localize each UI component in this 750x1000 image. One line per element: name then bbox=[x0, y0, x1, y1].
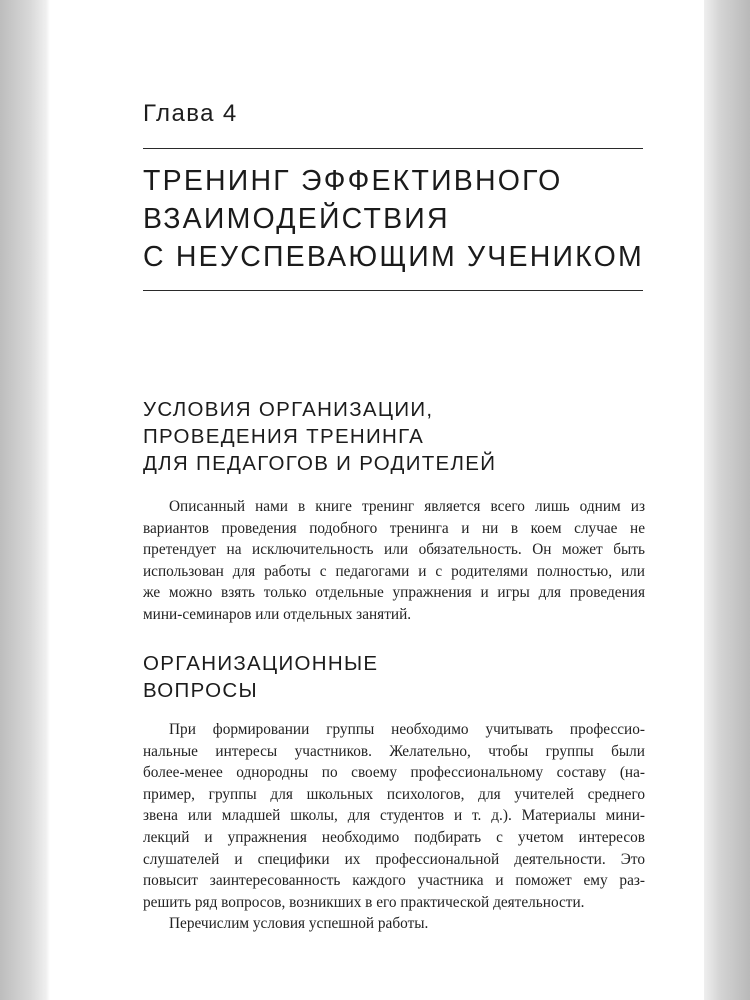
chapter-label: Глава 4 bbox=[143, 100, 238, 127]
paragraph-line: вариантов проведения подобного тренинга и ни в коем случае не bbox=[143, 519, 645, 537]
paragraph-line: Описанный нами в книге тренинг является всего лишь одним из bbox=[169, 498, 645, 515]
chapter-title bbox=[143, 162, 663, 276]
section-heading-line: ДЛЯ ПЕДАГОГОВ И РОДИТЕЛЕЙ bbox=[143, 452, 497, 475]
paragraph-line: повысит заинтересованность каждого участника и поможет ему раз- bbox=[143, 872, 645, 890]
paragraph-line: же можно взять только отдельные упражнения и игры для проведения bbox=[143, 584, 645, 602]
chapter-title-line: ТРЕНИНГ ЭФФЕКТИВНОГО bbox=[143, 165, 563, 197]
chapter-title-line: ВЗАИМОДЕЙСТВИЯ bbox=[143, 203, 450, 235]
section-paragraph-organizational bbox=[143, 719, 645, 935]
paragraph-line: лекций и упражнения необходимо подбирать с учетом интересов bbox=[143, 828, 645, 846]
paragraph-line: использован для работы с педагогами и с родителями полностью, или bbox=[143, 562, 645, 580]
chapter-title-line: С НЕУСПЕВАЮЩИМ УЧЕНИКОМ bbox=[143, 241, 644, 273]
paragraph-line: претендует на исключительность или обязательность. Он может быть bbox=[143, 541, 645, 559]
paragraph-line: звена или младшей школы, для студентов и т. д.). Материалы мини- bbox=[143, 807, 645, 825]
section-heading-line: ОРГАНИЗАЦИОННЫЕ bbox=[143, 652, 379, 675]
title-bottom-rule bbox=[143, 290, 643, 291]
section-heading-line: ПРОВЕДЕНИЯ ТРЕНИНГА bbox=[143, 425, 425, 448]
paragraph-line: При формировании группы необходимо учитывать профессио- bbox=[169, 721, 645, 738]
paragraph-line: слушателей и специфики их профессиональной деятельности. Это bbox=[143, 850, 645, 868]
paragraph-line: мини-семинаров или отдельных занятий. bbox=[143, 605, 412, 623]
section-heading-conditions bbox=[143, 396, 496, 477]
paragraph-line: Перечислим условия успешной работы. bbox=[169, 915, 429, 933]
section-paragraph-conditions bbox=[143, 496, 645, 626]
paragraph-line: более-менее однородны по своему профессиональному составу (на- bbox=[143, 764, 645, 782]
section-heading-line: УСЛОВИЯ ОРГАНИЗАЦИИ, bbox=[143, 398, 434, 421]
book-page bbox=[50, 0, 704, 1000]
section-heading-line: ВОПРОСЫ bbox=[143, 679, 258, 702]
section-heading-organizational bbox=[143, 650, 378, 704]
title-top-rule bbox=[143, 148, 643, 149]
paragraph-line: нальные интересы участников. Желательно, чтобы группы были bbox=[143, 742, 645, 760]
paragraph-line: пример, группы для школьных психологов, для учителей среднего bbox=[143, 785, 645, 803]
paragraph-line: решить ряд вопросов, возникших в его практической деятельности. bbox=[143, 893, 585, 911]
